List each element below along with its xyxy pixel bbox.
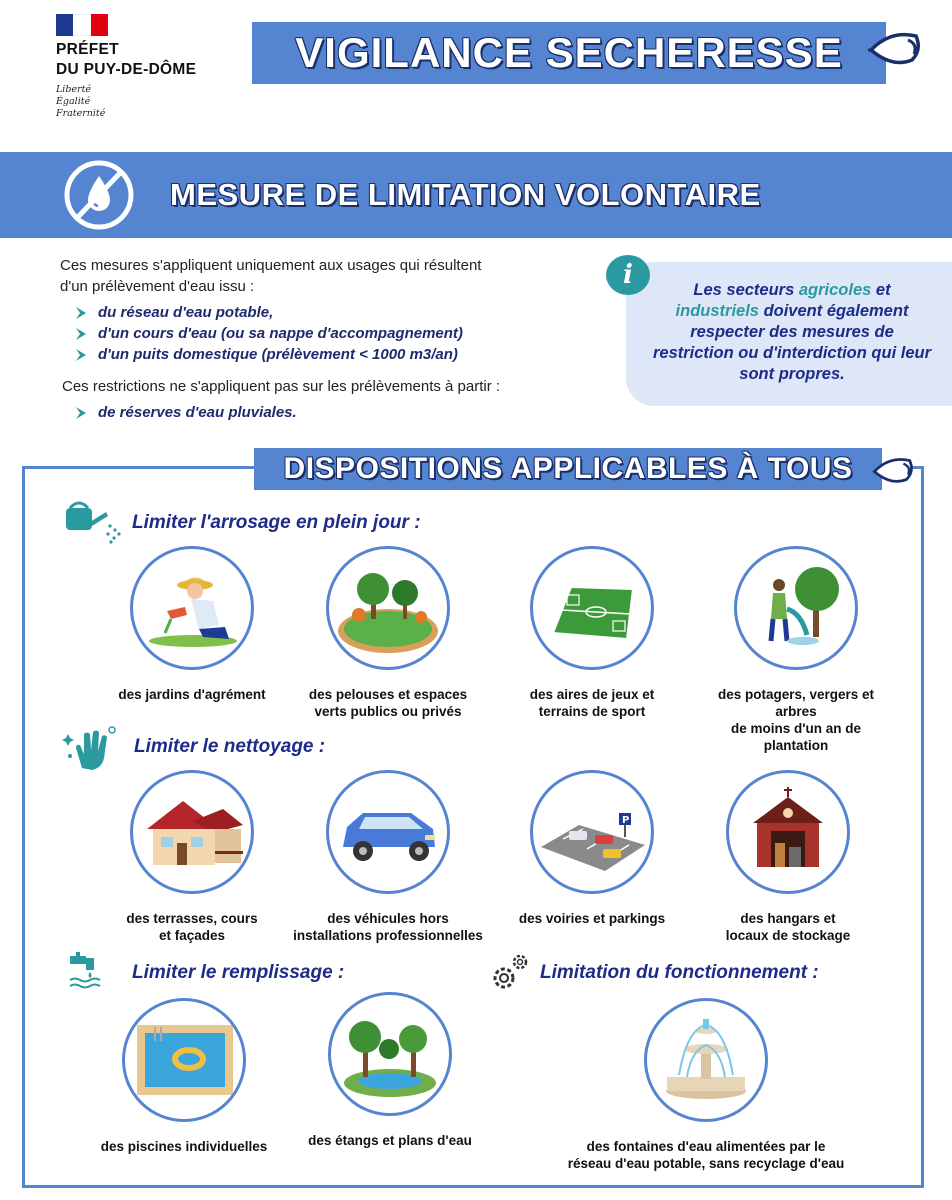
- source-text: d'un cours d'eau (ou sa nappe d'accompagnement): [98, 325, 463, 342]
- info-part-2: et: [871, 281, 891, 299]
- pond-icon: [331, 995, 449, 1113]
- list-item: [494, 770, 690, 927]
- list-item: [94, 546, 290, 703]
- list-item: [74, 302, 463, 323]
- list-item: [698, 546, 894, 754]
- pond-image: [328, 992, 452, 1116]
- operation-section-title: Limitation du fonctionnement :: [540, 962, 819, 983]
- measure-intro: [60, 255, 590, 297]
- motto-egalite: Égalité: [56, 96, 91, 107]
- item-caption: des étangs et plans d'eau: [308, 1133, 472, 1148]
- exclusion-list: [74, 402, 297, 423]
- cleaning-section-title: Limiter le nettoyage :: [134, 736, 326, 757]
- page-title: VIGILANCE SECHERESSE: [252, 22, 886, 84]
- item-caption: des voiries et parkings: [518, 911, 666, 926]
- chevron-right-icon: [74, 406, 88, 420]
- item-caption: des terrasses, cours: [126, 911, 258, 926]
- item-caption: des véhicules hors: [327, 911, 449, 926]
- list-item: [74, 344, 463, 365]
- french-flag-logo: [56, 14, 108, 36]
- lawn-image: [326, 546, 450, 670]
- pool-image: [122, 998, 246, 1122]
- info-agricoles: agricoles: [798, 281, 872, 299]
- prefecture-name: [56, 40, 196, 80]
- house-icon: [133, 773, 251, 891]
- intro-line-1: Ces mesures s'appliquent uniquement aux usages qui résultent: [60, 257, 482, 274]
- chevron-right-icon: [74, 327, 88, 341]
- info-part-1: Les secteurs: [693, 281, 799, 299]
- list-item: [290, 770, 486, 944]
- garden-image: [130, 546, 254, 670]
- intro-line-2: d'un prélèvement d'eau issu :: [60, 278, 255, 295]
- eye-icon: [868, 28, 924, 68]
- source-text: du réseau d'eau potable,: [98, 304, 274, 321]
- list-item: [292, 992, 488, 1149]
- info-industriels: industriels: [675, 302, 759, 320]
- hand-washing-icon: [62, 724, 118, 774]
- exclusion-intro: Ces restrictions ne s'appliquent pas sur les prélèvements à partir :: [62, 378, 501, 395]
- item-caption: de moins d'un an de plantation: [731, 721, 861, 753]
- shed-icon: [729, 773, 847, 891]
- list-item: [690, 770, 886, 944]
- faucet-icon: [66, 950, 106, 990]
- item-caption: des potagers, vergers et arbres: [717, 687, 875, 719]
- dispositions-title: DISPOSITIONS APPLICABLES À TOUS: [254, 448, 882, 490]
- measure-title: MESURE DE LIMITATION VOLONTAIRE: [170, 177, 761, 212]
- motto-fraternite: Fraternité: [56, 108, 106, 119]
- republic-motto: [56, 84, 105, 120]
- motto-liberte: Liberté: [56, 84, 92, 95]
- item-caption: terrains de sport: [538, 704, 646, 719]
- chevron-right-icon: [74, 306, 88, 320]
- item-caption: des hangars et: [740, 911, 836, 926]
- watering-can-icon: [60, 498, 124, 550]
- vehicle-image: [326, 770, 450, 894]
- item-caption: verts publics ou privés: [314, 704, 462, 719]
- gardener-icon: [133, 549, 251, 667]
- tree-planting-icon: [737, 549, 855, 667]
- info-part-3: doivent également respecter des mesures de restriction ou d'interdiction qui leur sont propres.: [652, 302, 932, 383]
- info-text: [652, 280, 932, 385]
- chevron-right-icon: [74, 348, 88, 362]
- list-item: [74, 402, 297, 423]
- eye-icon: [872, 454, 916, 486]
- fountain-icon: [647, 1001, 765, 1119]
- prefecture-line-2: DU PUY-DE-DÔME: [56, 61, 197, 78]
- item-caption: des piscines individuelles: [100, 1139, 268, 1154]
- item-caption: des fontaines d'eau alimentées par le: [586, 1139, 826, 1154]
- list-item: [94, 770, 290, 944]
- item-caption: réseau d'eau potable, sans recyclage d'eau: [567, 1156, 845, 1171]
- item-caption: et façades: [158, 928, 226, 943]
- gears-icon: [488, 950, 532, 994]
- item-caption: des aires de jeux et: [529, 687, 655, 702]
- item-caption: des jardins d'agrément: [118, 687, 266, 702]
- no-water-drop-icon: [62, 158, 136, 232]
- list-item: [86, 998, 282, 1155]
- parking-image: [530, 770, 654, 894]
- item-caption: locaux de stockage: [725, 928, 851, 943]
- source-text: d'un puits domestique (prélèvement < 1000 m3/an): [98, 346, 458, 363]
- prefecture-line-1: PRÉFET: [56, 41, 119, 58]
- item-caption: des pelouses et espaces: [308, 687, 468, 702]
- car-icon: [329, 773, 447, 891]
- list-item: [494, 546, 690, 720]
- list-item: [290, 546, 486, 720]
- filling-section-title: Limiter le remplissage :: [132, 962, 345, 983]
- orchard-image: [734, 546, 858, 670]
- fountain-image: [644, 998, 768, 1122]
- water-source-list: [74, 302, 463, 365]
- parking-icon: [533, 773, 651, 891]
- exclusion-text: de réserves d'eau pluviales.: [98, 404, 297, 421]
- list-item: [74, 323, 463, 344]
- football-field-icon: [533, 549, 651, 667]
- item-caption: installations professionnelles: [293, 928, 483, 943]
- watering-section-title: Limiter l'arrosage en plein jour :: [132, 512, 421, 533]
- list-item: [556, 998, 856, 1172]
- park-icon: [329, 549, 447, 667]
- info-icon: i: [606, 255, 650, 295]
- shed-image: [726, 770, 850, 894]
- swimming-pool-icon: [125, 1001, 243, 1119]
- sports-field-image: [530, 546, 654, 670]
- svg-text:P: P: [622, 815, 630, 826]
- house-image: [130, 770, 254, 894]
